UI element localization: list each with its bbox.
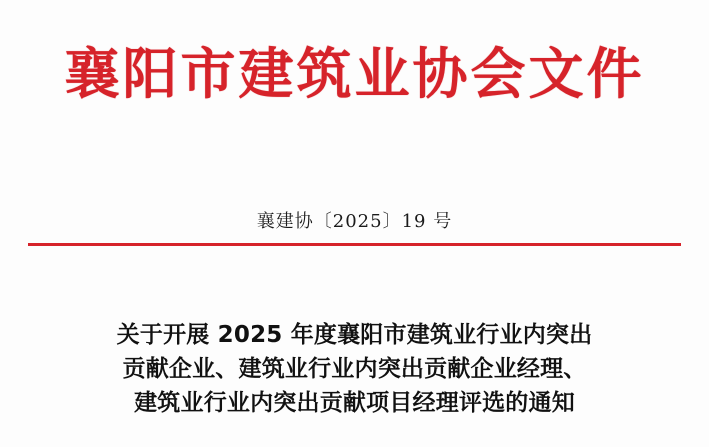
document-title-line-3: 建筑业行业内突出贡献项目经理评选的通知 [134,390,575,416]
document-number: 襄建协〔2025〕19 号 [256,211,453,232]
document-title-line-2: 贡献企业、建筑业行业内突出贡献企业经理、 [122,356,587,382]
document-title [62,318,647,420]
red-separator-rule [28,243,681,246]
masthead-title: 襄阳市建筑业协会文件 [64,41,645,106]
masthead [0,41,709,106]
document-title-line-1: 关于开展 2025 年度襄阳市建筑业行业内突出 [116,322,593,348]
